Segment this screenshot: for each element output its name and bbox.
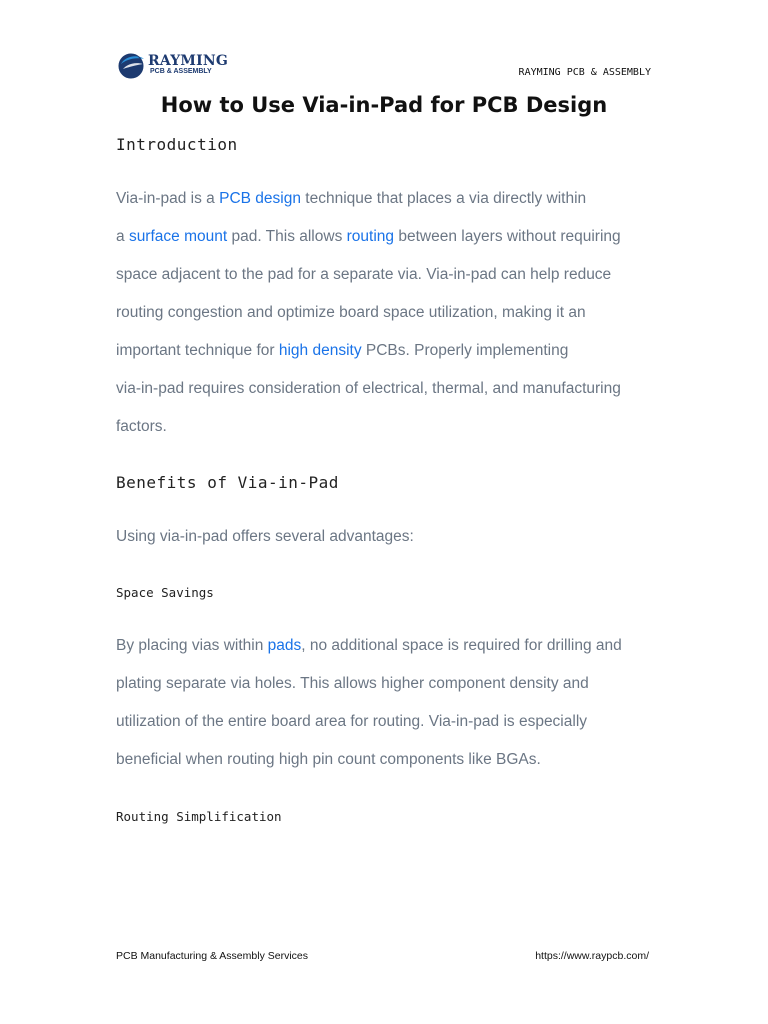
company-logo (116, 50, 236, 82)
introduction-paragraph (116, 187, 656, 453)
space-savings-heading: Space Savings (116, 585, 214, 600)
paragraph-line: By placing vias within pads, no additional space is required for drilling and (116, 637, 622, 654)
paragraph-line: a surface mount pad. This allows routing between layers without requiring (116, 228, 621, 245)
paragraph-line: beneficial when routing high pin count components like BGAs. (116, 751, 541, 768)
paragraph-line: via-in-pad requires consideration of electrical, thermal, and manufacturing (116, 380, 621, 397)
inline-link[interactable]: routing (346, 228, 395, 245)
footer-url-link[interactable]: https://www.raypcb.com/ (535, 950, 649, 962)
logo-subtitle: PCB & ASSEMBLY (150, 68, 212, 75)
document-title: How to Use Via-in-Pad for PCB Design (160, 93, 608, 117)
routing-simplification-heading: Routing Simplification (116, 809, 282, 824)
paragraph-line: factors. (116, 418, 167, 435)
footer-left-text: PCB Manufacturing & Assembly Services (116, 950, 308, 962)
benefits-heading: Benefits of Via-in-Pad (116, 473, 339, 492)
logo-name: RAYMING (148, 53, 228, 69)
inline-link[interactable]: pads (267, 637, 302, 654)
introduction-heading: Introduction (116, 135, 238, 154)
benefits-lead-paragraph (116, 525, 656, 563)
header-company-name: RAYMING PCB & ASSEMBLY (518, 67, 651, 78)
space-savings-paragraph (116, 634, 656, 786)
paragraph-line: important technique for high density PCBs. Properly implementing (116, 342, 569, 359)
paragraph-line: Using via-in-pad offers several advantages: (116, 528, 414, 545)
inline-link[interactable]: high density (278, 342, 362, 359)
paragraph-line: utilization of the entire board area for routing. Via-in-pad is especially (116, 713, 588, 730)
paragraph-line: space adjacent to the pad for a separate via. Via-in-pad can help reduce (116, 266, 612, 283)
paragraph-line: plating separate via holes. This allows higher component density and (116, 675, 589, 692)
inline-link[interactable]: PCB design (219, 190, 301, 207)
rayming-globe-logo-icon (116, 50, 146, 80)
paragraph-line: Via-in-pad is a PCB design technique that places a via directly within (116, 190, 587, 207)
inline-link[interactable]: surface mount (128, 228, 228, 245)
paragraph-line: routing congestion and optimize board space utilization, making it an (116, 304, 586, 321)
